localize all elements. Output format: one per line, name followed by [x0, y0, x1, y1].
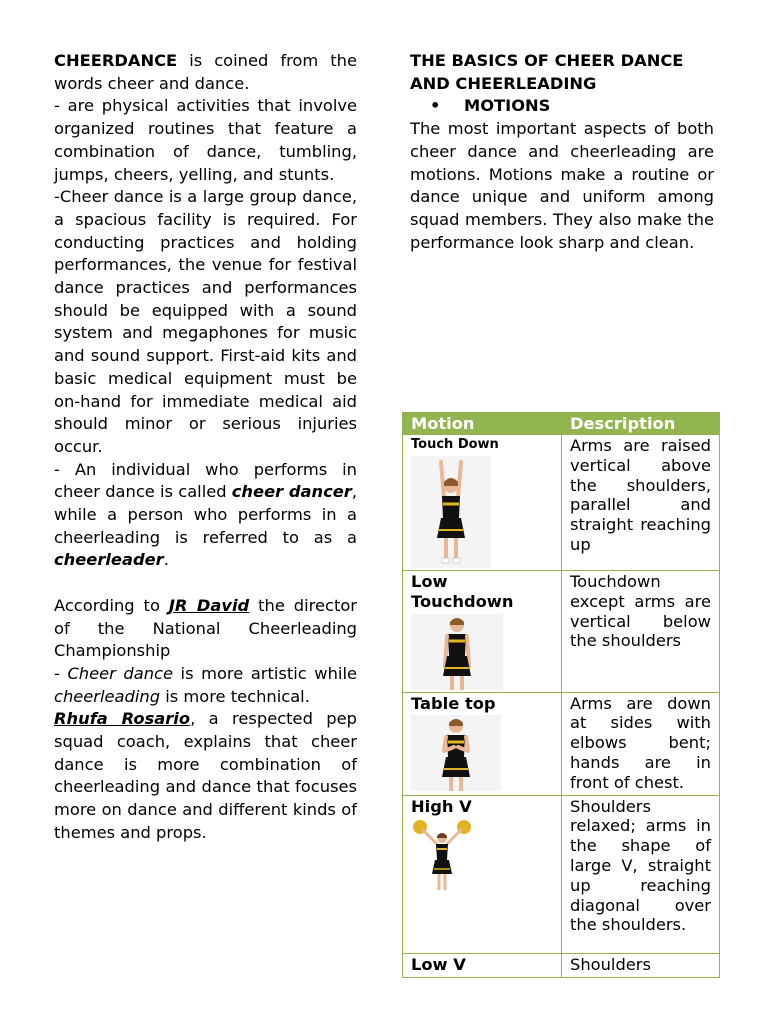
- paragraph-definition: [54, 50, 357, 95]
- left-column: [54, 50, 357, 845]
- term-cheer-dancer: cheer dancer: [231, 482, 352, 502]
- cheerleader-table-top-image: [411, 715, 501, 791]
- motion-name: Table top: [411, 693, 496, 713]
- description-cell: Shoulders: [562, 953, 720, 977]
- motion-cell: [403, 435, 562, 571]
- motion-name: Low Touchdown: [411, 572, 514, 611]
- description-cell: Shoulders relaxed; arms in the shape of large V, straight up reaching diagonal over the shoulders.: [562, 795, 720, 953]
- section-title: THE BASICS OF CHEER DANCE AND CHEERLEADING: [410, 51, 684, 93]
- text: According to: [54, 595, 169, 615]
- table-header-row: [403, 413, 720, 435]
- motion-cell: [403, 571, 562, 693]
- paragraph-comparison: [54, 663, 357, 708]
- motions-table: [402, 412, 720, 978]
- right-column: [410, 50, 714, 254]
- cheerleader-low-touchdown-image: [411, 614, 503, 690]
- motion-cell: [403, 795, 562, 953]
- spacer: [54, 572, 357, 595]
- term-cheerleader: cheerleader: [54, 550, 164, 570]
- paragraph-rhufa-rosario: [54, 708, 357, 844]
- text: is more artistic while: [173, 663, 357, 683]
- table-row: [403, 571, 720, 693]
- description-cell: Touchdown except arms are vertical below the shoulders: [562, 571, 720, 693]
- name-rhufa-rosario: Rhufa Rosario: [54, 709, 191, 729]
- paragraph-activities: - are physical activities that involve organized routines that feature a combination of dance, tumbling, jumps, cheers, yelling, and stunts.: [54, 96, 357, 184]
- term-cheerleading: cheerleading: [54, 686, 161, 706]
- term-cheerdance: CHEERDANCE: [54, 51, 178, 70]
- text: -: [54, 663, 68, 683]
- motions-intro: The most important aspects of both cheer dance and cheerleading are motions. Motions make a routine or dance unique and uniform among squad members. They also make the performance look sharp and clean.: [410, 119, 714, 252]
- bullet-dot-icon: •: [430, 96, 441, 116]
- paragraph-facility: -Cheer dance is a large group dance, a spacious facility is required. For conducting practices and holding performances, the venue for festival dance practices and performances should be equipped with a sound system and megaphones for music and sound support. First-aid kits and basic medical equipment must be on-hand for immediate medical aid should minor or serious injuries occur.: [54, 187, 357, 456]
- name-jr-david: JR David: [168, 595, 250, 615]
- table-row: [403, 435, 720, 571]
- motion-cell: [403, 692, 562, 795]
- text: .: [163, 550, 169, 570]
- text: is more technical.: [160, 686, 310, 706]
- bullet-label: MOTIONS: [464, 96, 551, 116]
- text: , while a person who performs in a cheerleading is referred to as a: [54, 482, 357, 547]
- cheerleader-high-v-image: [411, 818, 473, 894]
- cheerleader-touchdown-image: [411, 456, 491, 568]
- text: - An individual who performs in cheer dance is called: [54, 459, 357, 502]
- description-cell: Arms are down at sides with elbows bent; hands are in front of chest.: [562, 692, 720, 795]
- header-motion: Motion: [403, 413, 562, 435]
- text: , a respected pep squad coach, explains that cheer dance is more combination of cheerleading and dance that focuses more on dance and different kinds of themes and props.: [54, 709, 357, 842]
- bullet-motions: [430, 95, 714, 118]
- paragraph-jr-david: [54, 595, 357, 663]
- motion-name: Touch Down: [411, 437, 499, 452]
- text: is coined from the words cheer and dance.: [54, 51, 357, 93]
- table-row: [403, 692, 720, 795]
- text: the director of the National Cheerleading Championship: [54, 595, 357, 661]
- table-row: [403, 795, 720, 953]
- header-description: Description: [562, 413, 720, 435]
- motion-name: High V: [411, 796, 472, 816]
- paragraph-performers: [54, 459, 357, 573]
- motion-name: Low V: [411, 954, 466, 974]
- description-cell: Arms are raised vertical above the shoulders, parallel and straight reaching up: [562, 435, 720, 571]
- motion-cell: [403, 953, 562, 977]
- term-cheer-dance: Cheer dance: [67, 663, 173, 683]
- table-row: [403, 953, 720, 977]
